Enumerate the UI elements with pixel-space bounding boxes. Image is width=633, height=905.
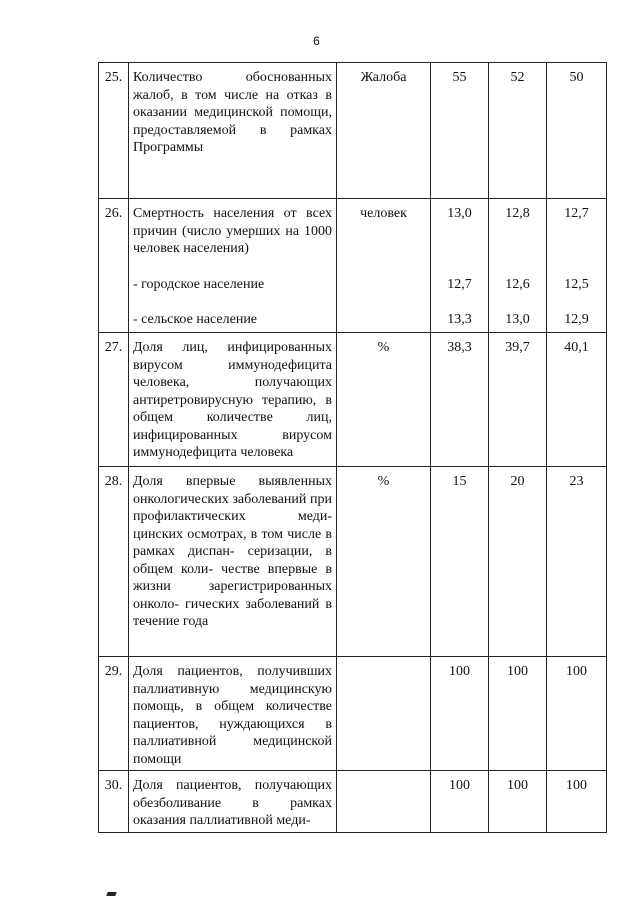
indicator-description: Доля пациентов, получающих обезболивание в рамках оказания паллиативной меди-	[129, 771, 337, 833]
value-year-2: 39,7	[489, 333, 547, 467]
value-year-3: 100	[547, 771, 607, 833]
value-year-3: 40,1	[547, 333, 607, 467]
table-row	[99, 657, 607, 771]
value-total: 13,0	[447, 206, 472, 221]
indicator-description	[129, 199, 337, 333]
indicator-description: Доля лиц, инфицированных вирусом иммунодефицита человека, получающих антиретровирусную терапию, в общем количестве лиц, инфицированных вирусом иммунодефицита человека	[129, 333, 337, 467]
row-number: 30.	[99, 771, 129, 833]
row-number: 29.	[99, 657, 129, 771]
unit-cell	[337, 771, 431, 833]
value-year-1: 55	[431, 63, 489, 199]
value-total: 12,7	[564, 206, 589, 221]
indicator-description: Количество обоснованных жалоб, в том числе на отказ в оказании медицинской помощи, предоставляемой в рамках Программы	[129, 63, 337, 199]
value-rural: 13,3	[447, 312, 472, 327]
value-year-1	[431, 199, 489, 333]
value-year-3	[547, 199, 607, 333]
table-row	[99, 63, 607, 199]
value-year-3: 100	[547, 657, 607, 771]
table-row	[99, 333, 607, 467]
value-year-1: 38,3	[431, 333, 489, 467]
value-rural: 13,0	[505, 312, 530, 327]
unit-cell: человек	[337, 199, 431, 333]
value-year-3: 23	[547, 467, 607, 657]
value-urban: 12,7	[447, 276, 472, 292]
value-urban: 12,6	[505, 276, 530, 292]
row-number: 27.	[99, 333, 129, 467]
value-total: 12,8	[505, 206, 530, 221]
table-row	[99, 467, 607, 657]
indicator-description: Доля пациентов, получивших паллиативную медицинскую помощь, в общем количестве пациентов, нуждающихся в паллиативной медицинской помощи	[129, 657, 337, 771]
indicators-table	[98, 62, 607, 833]
sub-indicator-urban: - городское население	[133, 276, 265, 292]
unit-cell: %	[337, 467, 431, 657]
table-row	[99, 771, 607, 833]
indicator-description	[129, 467, 337, 657]
value-year-2: 52	[489, 63, 547, 199]
indicator-text-part: честве впервые в жизни зарегистрированных онколо-	[133, 561, 332, 612]
value-year-1: 100	[431, 771, 489, 833]
indicator-text-part: Доля впервые выявленных онкологических заболеваний при профилактических меди-	[133, 474, 332, 524]
indicator-text-part: гических заболеваний в течение года	[133, 596, 332, 629]
unit-cell	[337, 657, 431, 771]
indicator-main-text: Смертность населения от всех причин (число умерших на 1000 человек населения)	[133, 206, 332, 256]
value-year-2	[489, 199, 547, 333]
row-number: 25.	[99, 63, 129, 199]
value-year-1: 100	[431, 657, 489, 771]
value-year-1: 15	[431, 467, 489, 657]
table-row	[99, 199, 607, 333]
indicator-text-part: серизации, в общем коли-	[133, 544, 332, 577]
sub-indicator-rural: - сельское население	[133, 312, 258, 327]
value-year-3: 50	[547, 63, 607, 199]
scan-mark	[106, 892, 116, 896]
unit-cell: %	[337, 333, 431, 467]
unit-cell: Жалоба	[337, 63, 431, 199]
value-urban: 12,5	[564, 276, 589, 292]
indicator-text-part: цинских осмотрах, в том числе в рамках диспан-	[133, 526, 332, 559]
page-number: 6	[313, 34, 320, 48]
value-rural: 12,9	[564, 312, 589, 327]
value-year-2: 20	[489, 467, 547, 657]
row-number: 28.	[99, 467, 129, 657]
row-number: 26.	[99, 199, 129, 333]
value-year-2: 100	[489, 771, 547, 833]
value-year-2: 100	[489, 657, 547, 771]
